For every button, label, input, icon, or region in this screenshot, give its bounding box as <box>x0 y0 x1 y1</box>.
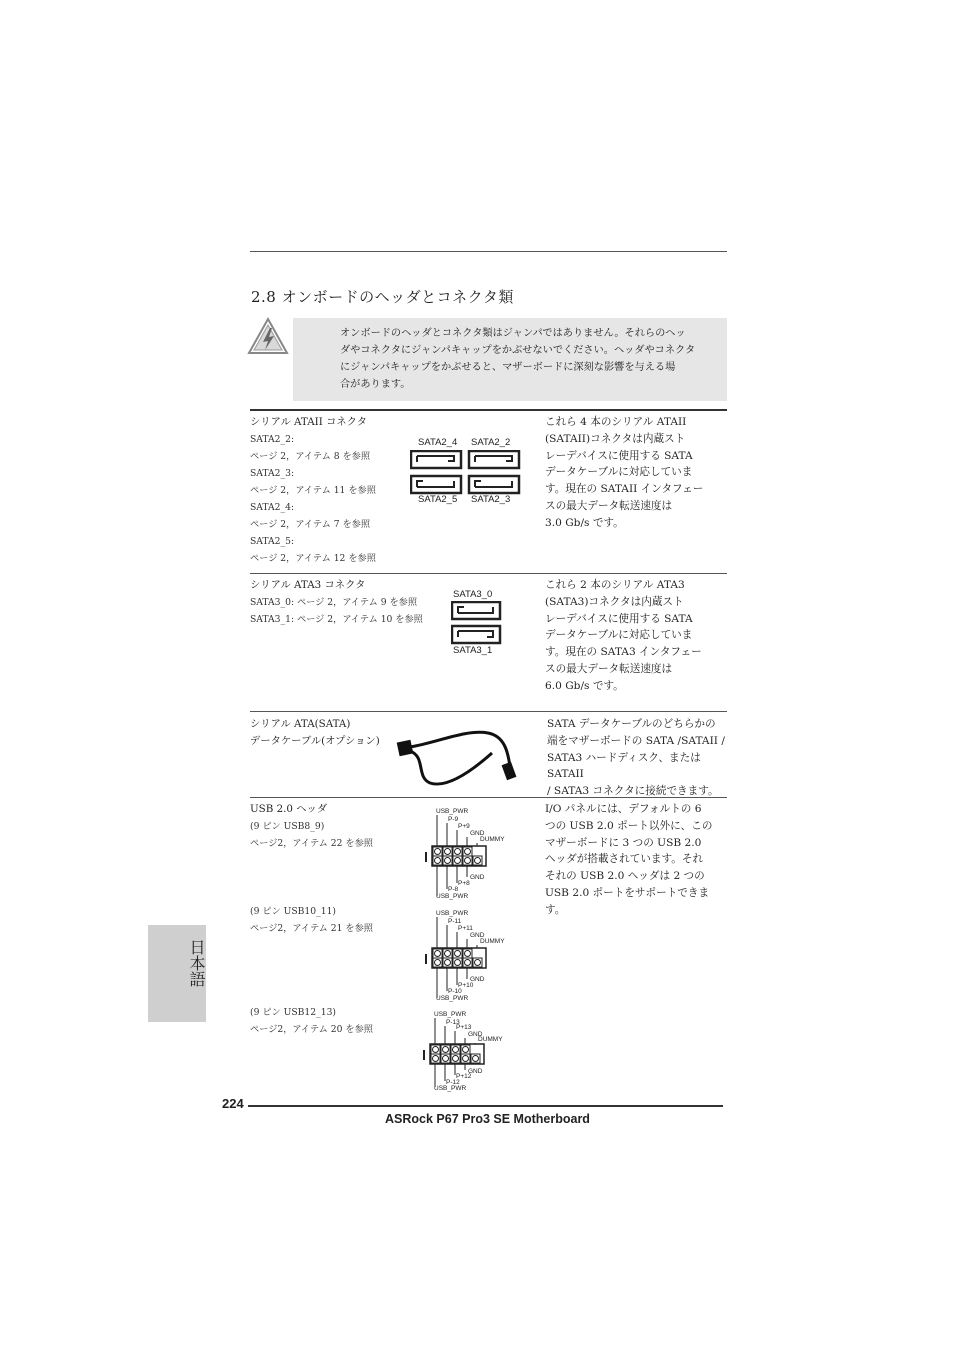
sata2-3-connector <box>469 476 519 493</box>
pin-label: P-13 <box>446 1019 460 1026</box>
pin-label: USB_PWR <box>436 808 469 815</box>
usb-block-ref: ページ2，アイテム 22 を参照 <box>250 838 373 849</box>
sata2-item-name: SATA2_3: <box>250 468 295 479</box>
usb-description <box>545 801 727 919</box>
pin-label: USB_PWR <box>436 910 469 917</box>
pin-label: P+9 <box>458 823 470 830</box>
desc-line: / SATA3 コネクタに接続できます。 <box>547 785 719 798</box>
desc-line: SATA データケーブルのどちらかの <box>547 718 716 730</box>
desc-line: す。現在の SATA3 インタフェー <box>545 646 702 659</box>
pin-label: DUMMY <box>480 938 505 945</box>
pin-label: GND <box>470 976 485 983</box>
sata2-item-ref: ページ 2，アイテム 11 を参照 <box>250 485 376 496</box>
pin-label: P+12 <box>456 1073 472 1080</box>
section-title: 2.8 オンボードのヘッダとコネクタ類 <box>251 288 514 306</box>
cable-subheading: データケーブル(オプション) <box>250 735 380 747</box>
sata2-description <box>545 414 727 532</box>
desc-line: マザーボードに 3 つの USB 2.0 <box>545 836 702 849</box>
footer-title: ASRock P67 Pro3 SE Motherboard <box>385 1112 590 1126</box>
pin-label: USB_PWR <box>434 1011 467 1018</box>
sata3-0-label: SATA3_0 <box>453 589 493 600</box>
section-divider <box>250 797 727 798</box>
desc-line: 3.0 Gb/s です。 <box>545 516 624 529</box>
sata3-0-connector <box>452 602 500 619</box>
pin-label: DUMMY <box>480 836 505 843</box>
sata2-item-name: SATA2_2: <box>250 434 295 445</box>
pin-label: P-10 <box>448 988 462 995</box>
desc-line: これら 2 本のシリアル ATA3 <box>545 579 685 591</box>
usb-block-name: (9 ピン USB12_13) <box>250 1007 336 1018</box>
warning-icon <box>247 316 289 356</box>
pin-label: GND <box>468 1031 483 1038</box>
usb-header-diagram-3 <box>418 1007 518 1103</box>
section-divider <box>250 573 727 574</box>
desc-line: SATA3 ハードディスク、または SATAII <box>547 751 701 781</box>
usb-block-3-text <box>250 1004 373 1038</box>
desc-line: す。現在の SATAII インタフェー <box>545 483 704 496</box>
desc-line: それの USB 2.0 ヘッダは 2 つの <box>545 870 705 883</box>
pin-label: P-8 <box>448 886 459 893</box>
sata2-4-connector <box>411 451 461 468</box>
sata-cable-image <box>396 723 522 787</box>
cable-left <box>250 716 410 750</box>
desc-line: 端をマザーボードの SATA /SATAII / <box>547 734 725 747</box>
pin-label: P-11 <box>448 918 462 925</box>
sata2-connectors-diagram <box>410 450 522 495</box>
cable-heading: シリアル ATA(SATA) <box>250 718 351 730</box>
usb-header-diagram-1 <box>420 804 520 900</box>
warning-text <box>340 325 720 393</box>
desc-line: (SATAII)コネクタは内蔵スト <box>545 432 686 445</box>
sata3-1-label: SATA3_1 <box>453 645 493 656</box>
sata2-2-connector <box>469 451 519 468</box>
usb-block-name: (9 ピン USB10_11) <box>250 906 336 917</box>
desc-line: スの最大データ転送速度は <box>545 662 673 675</box>
pin-label: GND <box>470 874 485 881</box>
pin-label: P-12 <box>446 1079 460 1086</box>
pin-label: USB_PWR <box>436 995 469 1002</box>
usb-block-name: (9 ピン USB8_9) <box>250 821 325 832</box>
warning-line: オンボードのヘッダとコネクタ類はジャンパではありません。それらのヘッ <box>340 328 686 339</box>
sata2-item-name: SATA2_5: <box>250 536 295 547</box>
pin-label: GND <box>470 932 485 939</box>
sata2-item-ref: ページ 2，アイテム 8 を参照 <box>250 451 371 462</box>
pin-label: GND <box>470 830 485 837</box>
usb-heading: USB 2.0 ヘッダ <box>250 803 328 815</box>
desc-line: ヘッダが搭載されています。それ <box>545 853 704 866</box>
sata3-item: SATA3_0: ページ 2，アイテム 9 を参照 <box>250 597 418 608</box>
language-tab <box>148 925 206 1022</box>
section-divider <box>250 711 727 712</box>
pin-label: P+11 <box>458 925 473 932</box>
desc-line: レーデバイスに使用する SATA <box>545 449 693 462</box>
sata2-item-name: SATA2_4: <box>250 502 295 513</box>
language-tab-label: 日本語 <box>187 939 206 987</box>
usb-block-ref: ページ2，アイテム 21 を参照 <box>250 923 373 934</box>
desc-line: (SATA3)コネクタは内蔵スト <box>545 595 684 608</box>
sata3-heading: シリアル ATA3 コネクタ <box>250 579 366 591</box>
sata2-5-label: SATA2_5 <box>418 494 458 505</box>
sata2-item-ref: ページ 2，アイテム 7 を参照 <box>250 519 371 530</box>
desc-line: USB 2.0 ポートをサポートできま <box>545 886 710 899</box>
sata3-description <box>545 577 727 695</box>
pin-label: P+13 <box>456 1024 472 1031</box>
sata3-left <box>250 577 440 628</box>
pin-label: P+8 <box>458 880 470 887</box>
sata2-3-label: SATA2_3 <box>471 494 511 505</box>
sata3-connectors-diagram <box>451 601 503 645</box>
sata2-2-label: SATA2_2 <box>471 437 511 448</box>
sata2-5-connector <box>411 476 461 493</box>
usb-header-diagram-2 <box>420 906 520 1002</box>
usb-block-2-text <box>250 903 373 937</box>
pin-label: DUMMY <box>478 1036 503 1043</box>
sata3-1-connector <box>452 626 500 643</box>
sata3-item: SATA3_1: ページ 2，アイテム 10 を参照 <box>250 614 423 625</box>
sata2-heading: シリアル ATAII コネクタ <box>250 416 368 428</box>
cable-description <box>547 716 729 800</box>
footer-rule <box>248 1105 723 1107</box>
usb-block-1-text <box>250 818 373 852</box>
pin-label: P-9 <box>448 816 459 823</box>
top-rule <box>250 251 727 252</box>
pin-label: USB_PWR <box>436 893 469 900</box>
usb-block-ref: ページ2，アイテム 20 を参照 <box>250 1024 373 1035</box>
desc-line: これら 4 本のシリアル ATAII <box>545 416 687 428</box>
pin-label: USB_PWR <box>434 1085 467 1092</box>
desc-line: レーデバイスに使用する SATA <box>545 612 693 625</box>
desc-line: I/O パネルには、デフォルトの 6 <box>545 803 702 815</box>
sata2-item-ref: ページ 2，アイテム 12 を参照 <box>250 553 376 564</box>
pin-label: GND <box>468 1068 483 1075</box>
desc-line: 6.0 Gb/s です。 <box>545 679 624 692</box>
desc-line: す。 <box>545 903 566 916</box>
section-divider <box>250 409 727 411</box>
sata2-4-label: SATA2_4 <box>418 437 458 448</box>
pin-label: P+10 <box>458 982 474 989</box>
desc-line: データケーブルに対応していま <box>545 629 693 642</box>
warning-line: ダやコネクタにジャンパキャップをかぶせないでください。ヘッダやコネクタ <box>340 345 696 356</box>
warning-line: にジャンパキャップをかぶせると、マザーボードに深刻な影響を与える場 <box>340 362 676 373</box>
page-number: 224 <box>222 1096 244 1111</box>
warning-line: 合があります。 <box>340 379 411 390</box>
desc-line: スの最大データ転送速度は <box>545 499 673 512</box>
sata2-left <box>250 414 420 567</box>
desc-line: つの USB 2.0 ポート以外に、この <box>545 819 713 832</box>
desc-line: データケーブルに対応していま <box>545 466 693 479</box>
